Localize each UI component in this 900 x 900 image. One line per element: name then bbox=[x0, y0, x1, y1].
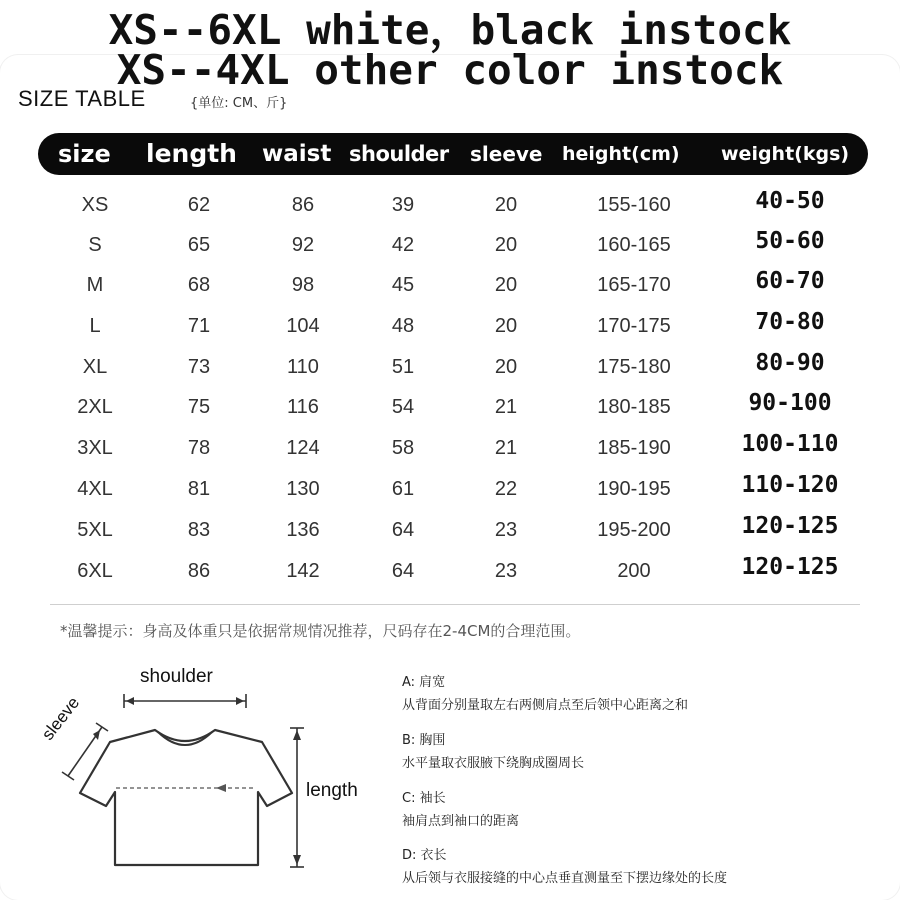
legend-title: D: 衣长 bbox=[402, 848, 447, 863]
cell-size: S bbox=[88, 234, 102, 256]
cell-length: 78 bbox=[187, 437, 211, 459]
cell-waist: 104 bbox=[286, 315, 320, 337]
cell-waist: 86 bbox=[291, 194, 315, 216]
cell-size: 3XL bbox=[77, 437, 113, 459]
cell-height: 175-180 bbox=[597, 356, 671, 378]
table-row bbox=[0, 474, 900, 504]
sleeve-label: sleeve bbox=[38, 693, 84, 744]
cell-height: 155-160 bbox=[597, 194, 671, 216]
cell-shoulder: 61 bbox=[391, 478, 415, 500]
cell-height: 190-195 bbox=[597, 478, 671, 500]
legend-desc: 从背面分别量取左右两侧肩点至后领中心距离之和 bbox=[402, 698, 689, 713]
cell-waist: 98 bbox=[291, 274, 315, 296]
cell-height: 200 bbox=[617, 560, 651, 582]
shoulder-label: shoulder bbox=[140, 666, 213, 687]
cell-weight: 60-70 bbox=[755, 268, 825, 294]
cell-length: 68 bbox=[187, 274, 211, 296]
column-header-sleeve: sleeve bbox=[470, 142, 543, 166]
cell-height: 160-165 bbox=[597, 234, 671, 256]
cell-height: 170-175 bbox=[597, 315, 671, 337]
cell-waist: 116 bbox=[287, 396, 319, 418]
legend-item-chest bbox=[402, 732, 584, 774]
cell-size: 4XL bbox=[77, 478, 113, 500]
cell-sleeve: 20 bbox=[494, 234, 518, 256]
cell-size: XS bbox=[81, 194, 109, 216]
legend-title: A: 肩宽 bbox=[402, 675, 446, 690]
unit-note: {单位: CM、斤} bbox=[190, 96, 288, 111]
cell-sleeve: 23 bbox=[494, 519, 518, 541]
cell-height: 180-185 bbox=[597, 396, 671, 418]
cell-height: 195-200 bbox=[597, 519, 671, 541]
length-label: length bbox=[306, 780, 358, 801]
cell-weight: 40-50 bbox=[755, 188, 825, 214]
cell-shoulder: 48 bbox=[391, 315, 415, 337]
cell-sleeve: 20 bbox=[494, 194, 518, 216]
cell-waist: 130 bbox=[286, 478, 320, 500]
cell-height: 165-170 bbox=[597, 274, 671, 296]
cell-waist: 142 bbox=[286, 560, 320, 582]
cell-weight: 120-125 bbox=[741, 554, 839, 580]
cell-weight: 70-80 bbox=[755, 309, 825, 335]
table-row bbox=[0, 515, 900, 545]
cell-sleeve: 20 bbox=[494, 274, 518, 296]
cell-weight: 80-90 bbox=[755, 350, 825, 376]
legend-title: C: 袖长 bbox=[402, 791, 446, 806]
cell-size: L bbox=[89, 315, 101, 337]
cell-size: M bbox=[86, 274, 104, 296]
cell-weight: 100-110 bbox=[741, 431, 839, 457]
cell-shoulder: 54 bbox=[391, 396, 415, 418]
legend-desc: 水平量取衣服腋下绕胸成圈周长 bbox=[402, 756, 585, 771]
legend-item-length bbox=[402, 847, 727, 889]
column-header-height: height(cm) bbox=[562, 143, 680, 165]
table-row bbox=[0, 352, 900, 382]
table-row bbox=[0, 190, 900, 220]
legend-item-sleeve bbox=[402, 790, 519, 832]
cell-size: 5XL bbox=[77, 519, 113, 541]
tshirt-measure-diagram bbox=[30, 660, 390, 890]
cell-length: 62 bbox=[187, 194, 211, 216]
column-header-waist: waist bbox=[262, 141, 332, 167]
cell-waist: 92 bbox=[291, 234, 315, 256]
cell-sleeve: 22 bbox=[494, 478, 518, 500]
cell-shoulder: 58 bbox=[391, 437, 415, 459]
table-row bbox=[0, 556, 900, 586]
cell-length: 81 bbox=[187, 478, 211, 500]
cell-waist: 136 bbox=[286, 519, 320, 541]
table-row bbox=[0, 311, 900, 341]
cell-weight: 50-60 bbox=[755, 228, 825, 254]
cell-sleeve: 21 bbox=[494, 396, 518, 418]
divider bbox=[50, 604, 860, 605]
legend-desc: 从后领与衣服接缝的中心点垂直测量至下摆边缘处的长度 bbox=[402, 871, 728, 886]
cell-length: 86 bbox=[187, 560, 211, 582]
column-header-weight: weight(kgs) bbox=[721, 143, 850, 165]
cell-shoulder: 39 bbox=[391, 194, 415, 216]
cell-weight: 120-125 bbox=[741, 513, 839, 539]
legend-item-shoulder-width bbox=[402, 674, 688, 716]
cell-sleeve: 23 bbox=[494, 560, 518, 582]
cell-shoulder: 64 bbox=[391, 519, 415, 541]
cell-length: 73 bbox=[187, 356, 211, 378]
cell-sleeve: 20 bbox=[494, 315, 518, 337]
cell-size: 2XL bbox=[77, 396, 113, 418]
table-row bbox=[0, 270, 900, 300]
table-row bbox=[0, 230, 900, 260]
cell-waist: 124 bbox=[286, 437, 320, 459]
legend-title: B: 胸围 bbox=[402, 733, 446, 748]
headline-stock-line-2: XS--4XL other color instock bbox=[116, 46, 784, 94]
headline-stock-line-1: XS--6XL white，black instock bbox=[108, 6, 792, 54]
table-row bbox=[0, 392, 900, 422]
cell-size: 6XL bbox=[77, 560, 113, 582]
cell-shoulder: 45 bbox=[391, 274, 415, 296]
cell-waist: 110 bbox=[287, 356, 319, 378]
legend-desc: 袖肩点到袖口的距离 bbox=[402, 814, 520, 829]
table-row bbox=[0, 433, 900, 463]
column-header-size: size bbox=[58, 140, 111, 168]
size-table-title: SIZE TABLE bbox=[18, 86, 146, 111]
column-header-shoulder: shoulder bbox=[349, 142, 449, 166]
cell-length: 75 bbox=[187, 396, 211, 418]
cell-sleeve: 20 bbox=[494, 356, 518, 378]
cell-shoulder: 51 bbox=[391, 356, 415, 378]
cell-length: 83 bbox=[187, 519, 211, 541]
cell-shoulder: 42 bbox=[391, 234, 415, 256]
tshirt-icon bbox=[30, 660, 390, 890]
cell-length: 65 bbox=[187, 234, 211, 256]
cell-size: XL bbox=[82, 356, 108, 378]
cell-height: 185-190 bbox=[597, 437, 671, 459]
cell-sleeve: 21 bbox=[494, 437, 518, 459]
sizing-tip: *温馨提示：身高及体重只是依据常规情况推荐，尺码存在2-4CM的合理范围。 bbox=[60, 622, 581, 640]
cell-length: 71 bbox=[187, 315, 211, 337]
column-header-length: length bbox=[146, 139, 237, 168]
table-header-bar bbox=[38, 133, 868, 175]
cell-weight: 110-120 bbox=[741, 472, 839, 498]
cell-weight: 90-100 bbox=[748, 390, 832, 416]
cell-shoulder: 64 bbox=[391, 560, 415, 582]
